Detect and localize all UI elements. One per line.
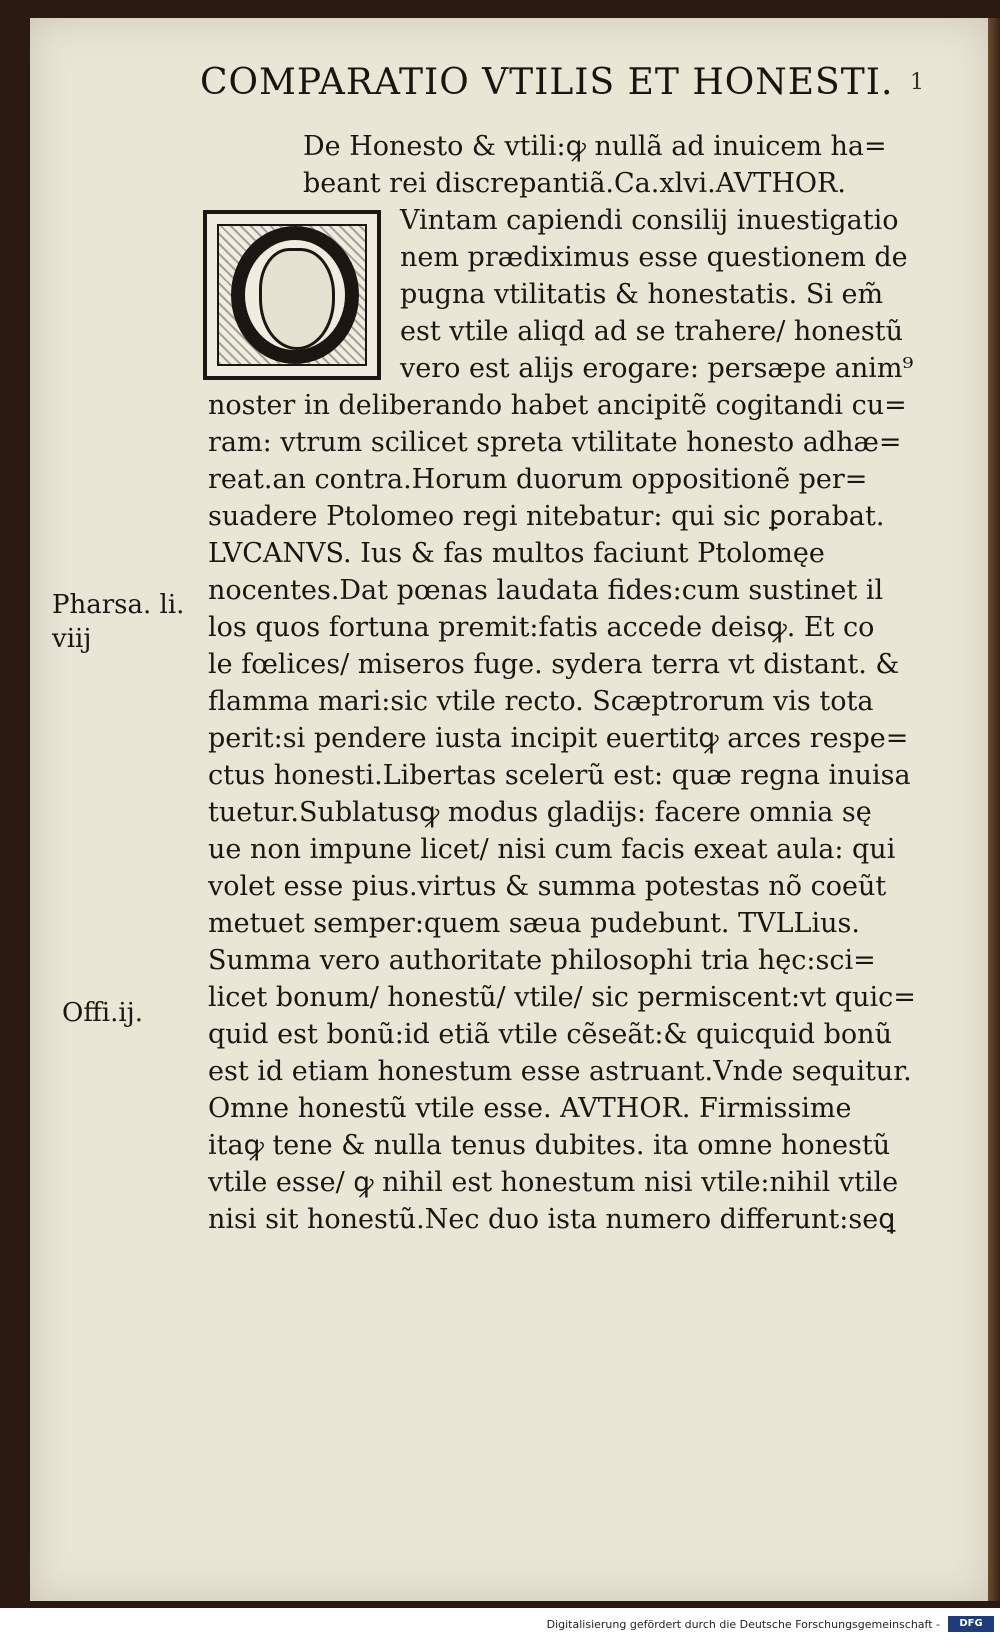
marginal-note-pharsalia: Pharsa. li. [52,590,185,620]
text-line: ctus honesti.Libertas scelerũ est: quæ regna inuisa [208,760,911,791]
running-head: COMPARATIO VTILIS ET HONESTI. [200,62,894,103]
folio-number: 1 [910,70,924,95]
text-line: nisi sit honestũ.Nec duo ista numero differunt:seꝗ [208,1204,896,1235]
text-line: tuetur.Sublatusꝙ modus gladijs: facere omnia sę [208,797,872,828]
page-edge [988,18,1000,1601]
text-line: pugna vtilitatis & honestatis. Si em̃ [400,279,884,310]
text-line: est vtile aliqd ad se trahere/ honestũ [400,316,903,347]
text-line: licet bonum/ honestũ/ vtile/ sic permiscent:vt quic= [208,982,916,1013]
marginal-note-pharsalia-book: viij [52,624,92,654]
text-line: Summa vero authoritate philosophi tria hęc:sci= [208,945,876,976]
text-line: los quos fortuna premit:fatis accede deisꝙ. Et co [208,612,875,643]
main-text [208,128,928,1238]
text-line: metuet semper:quem sæua pudebunt. TVLLius. [208,908,860,939]
funding-credit: Digitalisierung gefördert durch die Deutsche Forschungsgemeinschaft - [546,1618,940,1631]
text-line: De Honesto & vtili:ꝙ nullã ad inuicem ha= [303,131,887,162]
text-line: ram: vtrum scilicet spreta vtilitate honesto adhæ= [208,427,902,458]
text-line: Omne honestũ vtile esse. AVTHOR. Firmissime [208,1093,852,1124]
text-line: ue non impune licet/ nisi cum facis exeat aula: qui [208,834,896,865]
footer-bar [0,1608,1000,1640]
text-line: est id etiam honestum esse astruant.Vnde sequitur. [208,1056,912,1087]
text-line: flamma mari:sic vtile recto. Scæptrorum vis tota [208,686,874,717]
text-line: suadere Ptolomeo regi nitebatur: qui sic ꝑorabat. [208,501,885,532]
text-line: beant rei discrepantiã.Ca.xlvi.AVTHOR. [303,168,846,199]
dfg-logo: DFG [948,1616,994,1632]
text-line: LVCANVS. Ius & fas multos faciunt Ptolomęe [208,538,825,569]
text-line: volet esse pius.virtus & summa potestas nõ coeũt [208,871,887,902]
text-line: le fœlices/ miseros fuge. sydera terra vt distant. & [208,649,900,680]
text-line: quid est bonũ:id etiã vtile cẽseãt:& quicquid bonũ [208,1019,892,1050]
text-line: perit:si pendere iusta incipit euertitꝙ arces respe= [208,723,909,754]
text-line: nem prædiximus esse questionem de [400,242,908,273]
text-line: Vintam capiendi consilij inuestigatio [400,205,899,236]
text-line: noster in deliberando habet ancipitẽ cogitandi cu= [208,390,907,421]
marginal-note-officia: Offi.ij. [62,998,144,1028]
text-line: vtile esse/ ꝙ nihil est honestum nisi vtile:nihil vtile [208,1167,899,1198]
text-line: vero est alijs erogare: persæpe anim⁹ [400,353,914,384]
text-line: reat.an contra.Horum duorum oppositionẽ per= [208,464,868,495]
text-line: itaꝙ tene & nulla tenus dubites. ita omne honestũ [208,1130,891,1161]
text-line: nocentes.Dat pœnas laudata fides:cum sustinet il [208,575,884,606]
